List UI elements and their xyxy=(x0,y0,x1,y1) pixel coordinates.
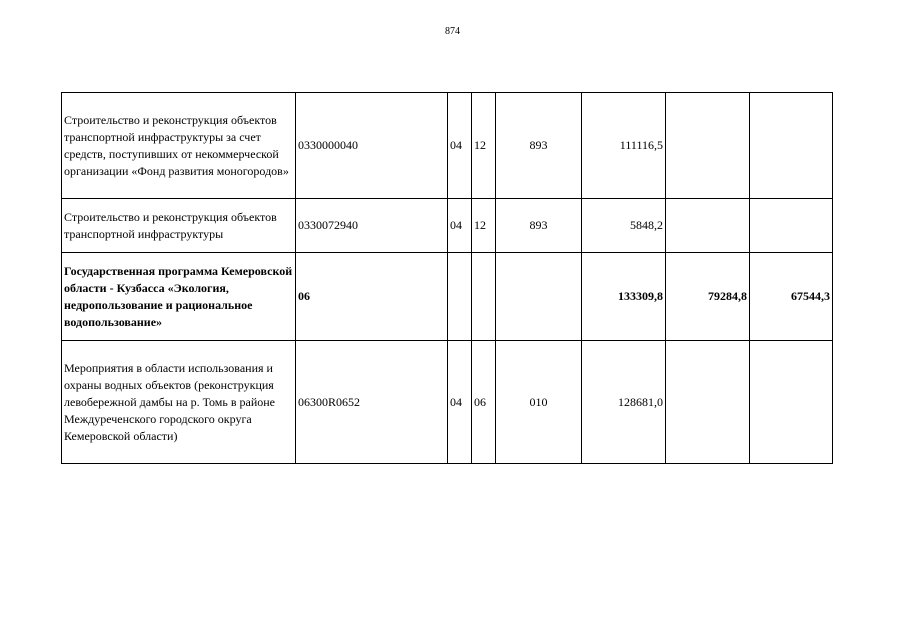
table-row xyxy=(62,199,833,253)
subsection-cell: 12 xyxy=(472,93,496,199)
sum-year2-cell xyxy=(666,93,750,199)
budget-table xyxy=(61,92,833,464)
table-row xyxy=(62,341,833,464)
row-name-cell: Государственная программа Кемеровской области - Кузбасса «Экология, недропользование и рациональное водопользование» xyxy=(62,253,296,341)
section-cell: 04 xyxy=(448,199,472,253)
subsection-cell: 06 xyxy=(472,341,496,464)
sum-year1-cell: 133309,8 xyxy=(582,253,666,341)
expense-type-cell xyxy=(496,253,582,341)
row-name-cell: Строительство и реконструкция объектов транспортной инфраструктуры xyxy=(62,199,296,253)
page-number: 874 xyxy=(445,26,460,37)
target-code-cell: 0330072940 xyxy=(296,199,448,253)
target-code-cell: 06300R0652 xyxy=(296,341,448,464)
sum-year2-cell xyxy=(666,341,750,464)
sum-year2-cell xyxy=(666,199,750,253)
subsection-cell: 12 xyxy=(472,199,496,253)
section-cell: 04 xyxy=(448,341,472,464)
sum-year1-cell: 5848,2 xyxy=(582,199,666,253)
target-code-cell: 0330000040 xyxy=(296,93,448,199)
subsection-cell xyxy=(472,253,496,341)
expense-type-cell: 893 xyxy=(496,199,582,253)
sum-year3-cell: 67544,3 xyxy=(750,253,833,341)
sum-year2-cell: 79284,8 xyxy=(666,253,750,341)
sum-year3-cell xyxy=(750,199,833,253)
table-row xyxy=(62,93,833,199)
target-code-cell: 06 xyxy=(296,253,448,341)
sum-year1-cell: 111116,5 xyxy=(582,93,666,199)
section-cell xyxy=(448,253,472,341)
section-cell: 04 xyxy=(448,93,472,199)
sum-year3-cell xyxy=(750,341,833,464)
table-row xyxy=(62,253,833,341)
sum-year3-cell xyxy=(750,93,833,199)
expense-type-cell: 010 xyxy=(496,341,582,464)
row-name-cell: Мероприятия в области использования и охраны водных объектов (реконструкция левобережной дамбы на р. Томь в районе Междуреченского городского округа Кемеровской области) xyxy=(62,341,296,464)
sum-year1-cell: 128681,0 xyxy=(582,341,666,464)
expense-type-cell: 893 xyxy=(496,93,582,199)
row-name-cell: Строительство и реконструкция объектов транспортной инфраструктуры за счет средств, поступивших от некоммерческой организации «Фонд развития моногородов» xyxy=(62,93,296,199)
